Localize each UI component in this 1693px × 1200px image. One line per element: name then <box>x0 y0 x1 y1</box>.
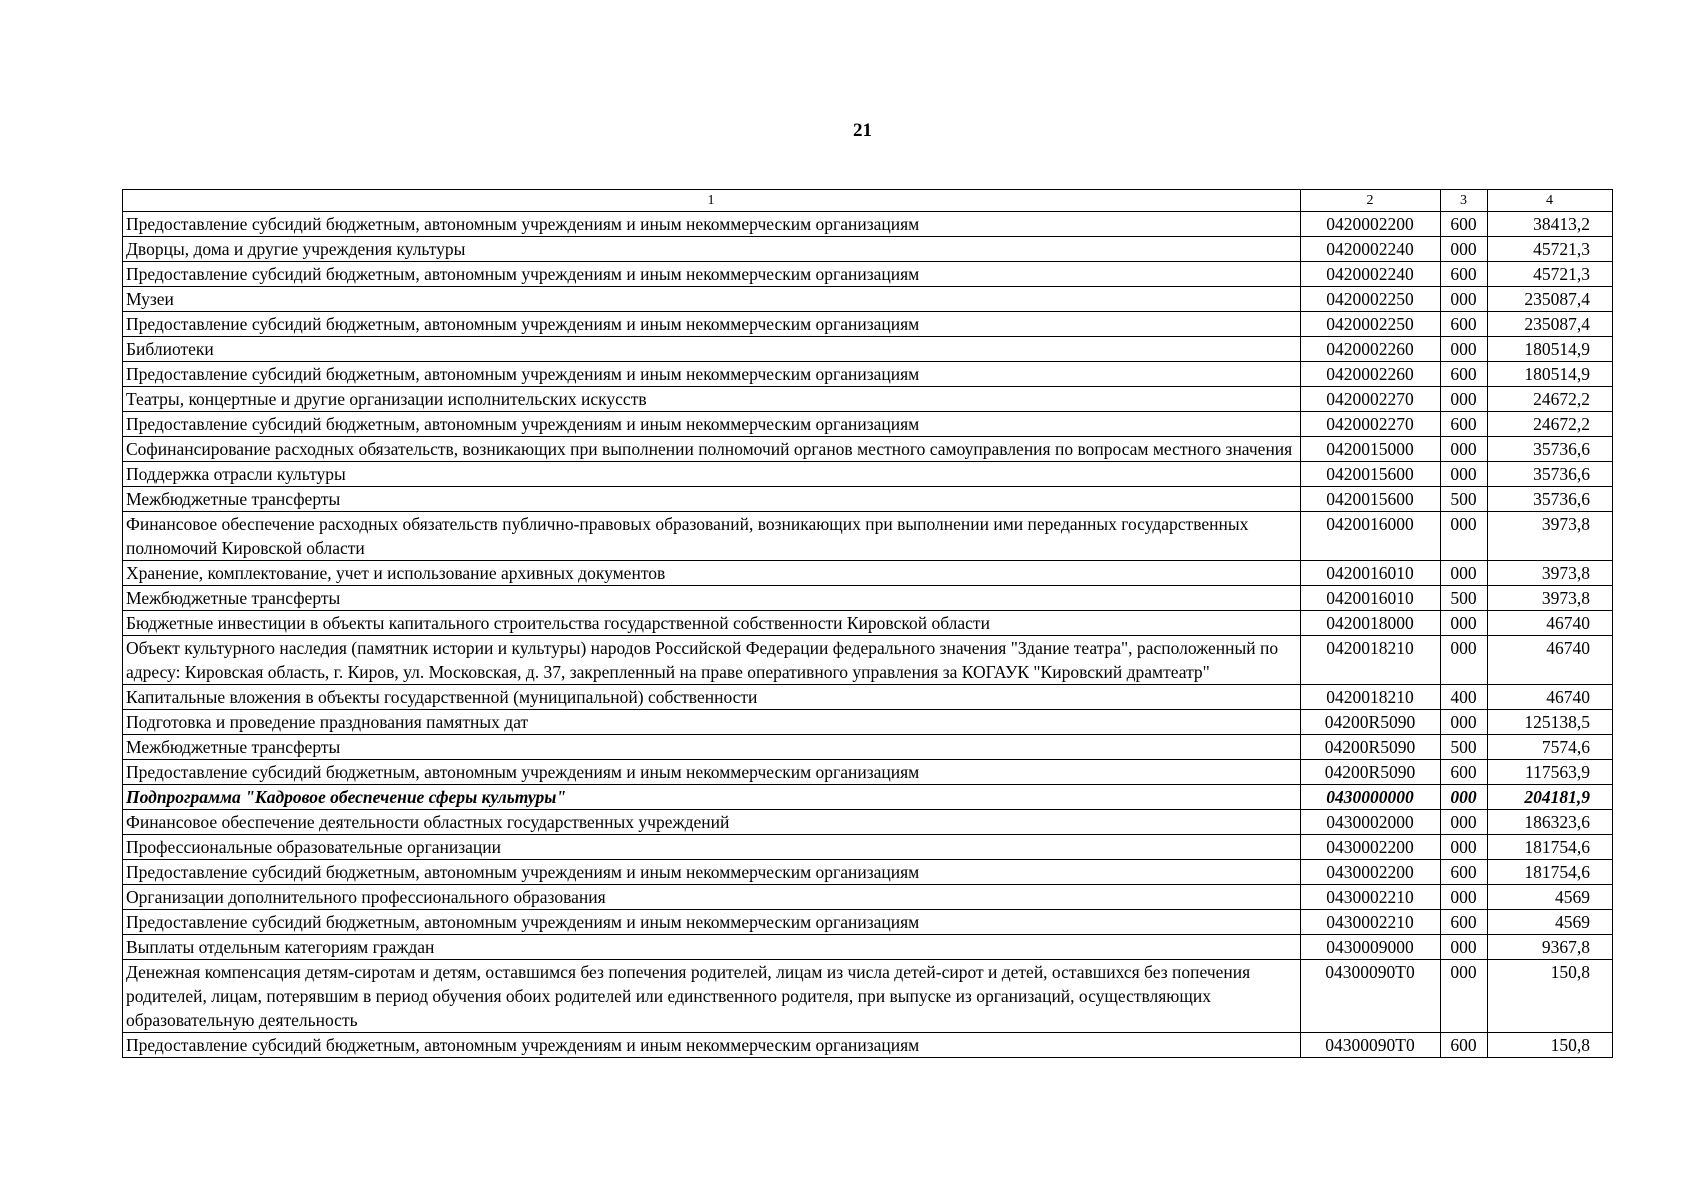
table-row <box>123 910 1613 935</box>
row-name: Подпрограмма "Кадровое обеспечение сферы культуры" <box>123 785 1301 810</box>
row-code: 0420002270 <box>1301 387 1441 412</box>
row-sum: 35736,6 <box>1488 462 1613 487</box>
table-row <box>123 312 1613 337</box>
row-name: Межбюджетные трансферты <box>123 487 1301 512</box>
table-row <box>123 337 1613 362</box>
header-row <box>123 190 1613 212</box>
row-name: Капитальные вложения в объекты государственной (муниципальной) собственности <box>123 685 1301 710</box>
row-name: Финансовое обеспечение расходных обязательств публично-правовых образований, возникающих при выполнении ими переданных государственных полномочий Кировской области <box>123 512 1301 561</box>
table-row <box>123 735 1613 760</box>
row-kind: 000 <box>1441 237 1488 262</box>
row-name: Предоставление субсидий бюджетным, автономным учреждениям и иным некоммерческим организациям <box>123 212 1301 237</box>
row-code: 0420018000 <box>1301 611 1441 636</box>
row-sum: 3973,8 <box>1488 512 1613 561</box>
row-sum: 45721,3 <box>1488 262 1613 287</box>
row-sum: 4569 <box>1488 910 1613 935</box>
row-code: 0430002210 <box>1301 910 1441 935</box>
header-col-1: 1 <box>123 190 1301 212</box>
row-kind: 500 <box>1441 586 1488 611</box>
row-code: 0420018210 <box>1301 685 1441 710</box>
row-name: Межбюджетные трансферты <box>123 586 1301 611</box>
row-code: 0430002000 <box>1301 810 1441 835</box>
row-kind: 000 <box>1441 611 1488 636</box>
row-kind: 600 <box>1441 212 1488 237</box>
row-name: Музеи <box>123 287 1301 312</box>
table-row <box>123 860 1613 885</box>
table-row <box>123 760 1613 785</box>
row-kind: 600 <box>1441 412 1488 437</box>
row-kind: 000 <box>1441 462 1488 487</box>
table-row <box>123 960 1613 1033</box>
table-row <box>123 487 1613 512</box>
row-sum: 24672,2 <box>1488 412 1613 437</box>
row-sum: 35736,6 <box>1488 437 1613 462</box>
row-name: Объект культурного наследия (памятник истории и культуры) народов Российской Федерации федерального значения "Здание театра", расположенный по адресу: Кировская область, г. Киров, ул. Московская, д. 37, закрепленный на праве оперативного управления за КОГАУК "Кировский драмтеатр" <box>123 636 1301 685</box>
row-kind: 000 <box>1441 387 1488 412</box>
table-row <box>123 387 1613 412</box>
row-code: 04200R5090 <box>1301 735 1441 760</box>
table-header <box>123 190 1613 212</box>
row-sum: 180514,9 <box>1488 337 1613 362</box>
row-name: Бюджетные инвестиции в объекты капитального строительства государственной собственности Кировской области <box>123 611 1301 636</box>
row-name: Организации дополнительного профессионального образования <box>123 885 1301 910</box>
row-sum: 125138,5 <box>1488 710 1613 735</box>
row-name: Дворцы, дома и другие учреждения культуры <box>123 237 1301 262</box>
table-body <box>123 212 1613 1058</box>
row-code: 04200R5090 <box>1301 710 1441 735</box>
row-sum: 45721,3 <box>1488 237 1613 262</box>
row-kind: 600 <box>1441 262 1488 287</box>
row-kind: 000 <box>1441 835 1488 860</box>
table-row <box>123 710 1613 735</box>
row-code: 0420002250 <box>1301 287 1441 312</box>
row-sum: 186323,6 <box>1488 810 1613 835</box>
page-number: 21 <box>853 120 872 141</box>
header-col-4: 4 <box>1488 190 1613 212</box>
row-kind: 500 <box>1441 735 1488 760</box>
row-sum: 4569 <box>1488 885 1613 910</box>
row-kind: 000 <box>1441 437 1488 462</box>
row-name: Денежная компенсация детям-сиротам и детям, оставшимся без попечения родителей, лицам из числа детей-сирот и детей, оставшихся без попечения родителей, лицам, потерявшим в период обучения обоих родителей или единственного родителя, при выпуске из организаций, осуществляющих образовательную деятельность <box>123 960 1301 1033</box>
row-kind: 600 <box>1441 312 1488 337</box>
row-name: Выплаты отдельным категориям граждан <box>123 935 1301 960</box>
table-row <box>123 785 1613 810</box>
table-row <box>123 262 1613 287</box>
table-row <box>123 412 1613 437</box>
table-row <box>123 1033 1613 1058</box>
table-row <box>123 237 1613 262</box>
row-code: 0430009000 <box>1301 935 1441 960</box>
row-kind: 000 <box>1441 785 1488 810</box>
row-code: 0420015600 <box>1301 487 1441 512</box>
row-code: 0420016000 <box>1301 512 1441 561</box>
row-code: 0430002200 <box>1301 860 1441 885</box>
row-code: 0420002260 <box>1301 362 1441 387</box>
row-sum: 46740 <box>1488 685 1613 710</box>
row-code: 0420002240 <box>1301 262 1441 287</box>
row-code: 0420002200 <box>1301 212 1441 237</box>
table-row <box>123 935 1613 960</box>
table-row <box>123 362 1613 387</box>
row-sum: 3973,8 <box>1488 561 1613 586</box>
row-code: 0430000000 <box>1301 785 1441 810</box>
table-row <box>123 611 1613 636</box>
table-row <box>123 810 1613 835</box>
row-kind: 000 <box>1441 810 1488 835</box>
row-name: Предоставление субсидий бюджетным, автономным учреждениям и иным некоммерческим организациям <box>123 1033 1301 1058</box>
table-row <box>123 437 1613 462</box>
row-kind: 000 <box>1441 960 1488 1033</box>
row-kind: 000 <box>1441 287 1488 312</box>
row-kind: 000 <box>1441 561 1488 586</box>
row-kind: 000 <box>1441 885 1488 910</box>
row-name: Предоставление субсидий бюджетным, автономным учреждениям и иным некоммерческим организациям <box>123 412 1301 437</box>
row-sum: 3973,8 <box>1488 586 1613 611</box>
row-sum: 235087,4 <box>1488 287 1613 312</box>
row-code: 0420002260 <box>1301 337 1441 362</box>
row-name: Предоставление субсидий бюджетным, автономным учреждениям и иным некоммерческим организациям <box>123 910 1301 935</box>
row-kind: 000 <box>1441 710 1488 735</box>
row-kind: 400 <box>1441 685 1488 710</box>
row-code: 0430002210 <box>1301 885 1441 910</box>
budget-table <box>122 189 1613 1058</box>
row-sum: 46740 <box>1488 636 1613 685</box>
row-sum: 117563,9 <box>1488 760 1613 785</box>
table-row <box>123 462 1613 487</box>
row-sum: 181754,6 <box>1488 835 1613 860</box>
row-name: Хранение, комплектование, учет и использование архивных документов <box>123 561 1301 586</box>
row-name: Межбюджетные трансферты <box>123 735 1301 760</box>
row-code: 04200R5090 <box>1301 760 1441 785</box>
row-code: 0420002240 <box>1301 237 1441 262</box>
header-col-2: 2 <box>1301 190 1441 212</box>
row-kind: 000 <box>1441 636 1488 685</box>
row-name: Предоставление субсидий бюджетным, автономным учреждениям и иным некоммерческим организациям <box>123 312 1301 337</box>
row-name: Профессиональные образовательные организации <box>123 835 1301 860</box>
row-sum: 150,8 <box>1488 960 1613 1033</box>
row-kind: 600 <box>1441 1033 1488 1058</box>
row-sum: 235087,4 <box>1488 312 1613 337</box>
row-sum: 24672,2 <box>1488 387 1613 412</box>
table-row <box>123 636 1613 685</box>
row-kind: 600 <box>1441 362 1488 387</box>
row-code: 04300090Т0 <box>1301 960 1441 1033</box>
row-code: 0430002200 <box>1301 835 1441 860</box>
row-kind: 600 <box>1441 860 1488 885</box>
row-kind: 000 <box>1441 512 1488 561</box>
row-sum: 150,8 <box>1488 1033 1613 1058</box>
row-code: 0420002270 <box>1301 412 1441 437</box>
row-name: Театры, концертные и другие организации исполнительских искусств <box>123 387 1301 412</box>
row-kind: 500 <box>1441 487 1488 512</box>
row-code: 0420016010 <box>1301 561 1441 586</box>
header-col-3: 3 <box>1441 190 1488 212</box>
row-code: 0420015600 <box>1301 462 1441 487</box>
row-code: 04300090Т0 <box>1301 1033 1441 1058</box>
table-row <box>123 885 1613 910</box>
row-sum: 204181,9 <box>1488 785 1613 810</box>
row-sum: 9367,8 <box>1488 935 1613 960</box>
row-name: Предоставление субсидий бюджетным, автономным учреждениям и иным некоммерческим организациям <box>123 860 1301 885</box>
row-name: Библиотеки <box>123 337 1301 362</box>
row-code: 0420018210 <box>1301 636 1441 685</box>
row-sum: 7574,6 <box>1488 735 1613 760</box>
row-name: Финансовое обеспечение деятельности областных государственных учреждений <box>123 810 1301 835</box>
row-name: Поддержка отрасли культуры <box>123 462 1301 487</box>
row-sum: 35736,6 <box>1488 487 1613 512</box>
row-name: Предоставление субсидий бюджетным, автономным учреждениям и иным некоммерческим организациям <box>123 362 1301 387</box>
table-row <box>123 561 1613 586</box>
row-kind: 600 <box>1441 760 1488 785</box>
table-row <box>123 835 1613 860</box>
row-name: Предоставление субсидий бюджетным, автономным учреждениям и иным некоммерческим организациям <box>123 262 1301 287</box>
table-row <box>123 212 1613 237</box>
row-sum: 180514,9 <box>1488 362 1613 387</box>
row-kind: 000 <box>1441 935 1488 960</box>
table-row <box>123 586 1613 611</box>
row-code: 0420002250 <box>1301 312 1441 337</box>
row-sum: 181754,6 <box>1488 860 1613 885</box>
row-name: Предоставление субсидий бюджетным, автономным учреждениям и иным некоммерческим организациям <box>123 760 1301 785</box>
row-code: 0420015000 <box>1301 437 1441 462</box>
row-code: 0420016010 <box>1301 586 1441 611</box>
table-row <box>123 685 1613 710</box>
table-row <box>123 512 1613 561</box>
row-sum: 46740 <box>1488 611 1613 636</box>
row-kind: 600 <box>1441 910 1488 935</box>
row-name: Софинансирование расходных обязательств, возникающих при выполнении полномочий органов местного самоуправления по вопросам местного значения <box>123 437 1301 462</box>
row-name: Подготовка и проведение празднования памятных дат <box>123 710 1301 735</box>
table-row <box>123 287 1613 312</box>
row-sum: 38413,2 <box>1488 212 1613 237</box>
row-kind: 000 <box>1441 337 1488 362</box>
